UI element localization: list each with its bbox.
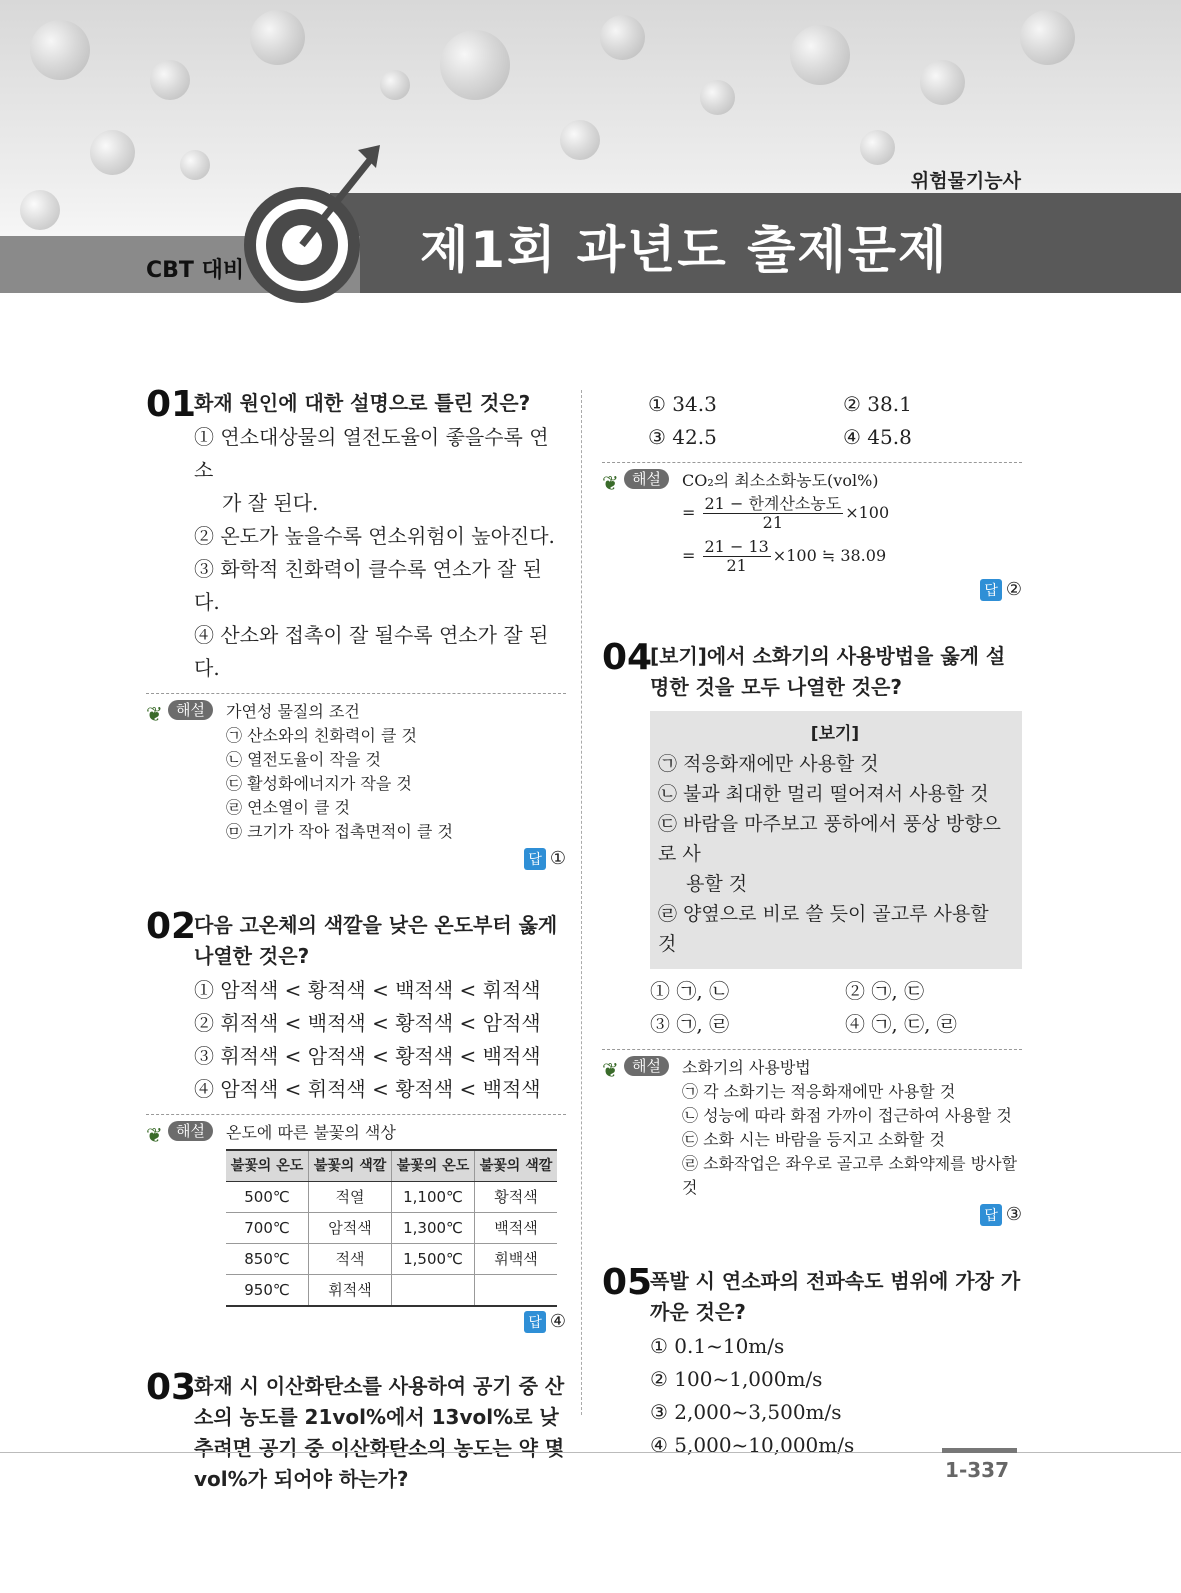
question-text: 화재 원인에 대한 설명으로 틀린 것은? <box>194 391 531 415</box>
question-text: [보기]에서 소화기의 사용방법을 옳게 설명한 것을 모두 나열한 것은? <box>650 644 1006 699</box>
leaf-icon: ❦ <box>146 702 163 726</box>
example-item: ㉢ 바람을 마주보고 풍하에서 풍상 방향으로 사 <box>658 813 1001 865</box>
options <box>650 975 1022 1041</box>
explanation-line: 소화기의 사용방법 <box>682 1058 811 1077</box>
answer: 답 ③ <box>602 1204 1022 1226</box>
explanation-line: ㉠ 각 소화기는 적응화재에만 사용할 것 <box>682 1082 956 1101</box>
explanation-line: ㉡ 성능에 따라 화점 가까이 접근하여 사용할 것 <box>682 1106 1012 1125</box>
explanation-line: ㉣ 연소열이 클 것 <box>226 798 350 817</box>
question-text: 다음 고온체의 색깔을 낮은 온도부터 옳게 나열한 것은? <box>194 913 558 968</box>
option-2: ② 38.1 <box>843 392 912 416</box>
answer: 답 ② <box>602 579 1022 601</box>
explanation-line: 가연성 물질의 조건 <box>226 702 360 721</box>
question-03 <box>146 1367 566 1495</box>
explanation-line: CO₂의 최소소화농도(vol%) <box>682 471 879 490</box>
option-3: ③ 휘적색 < 암적색 < 황적색 < 백적색 <box>194 1044 541 1068</box>
table-header: 불꽃의 온도 <box>392 1150 475 1182</box>
cbt-label: CBT 대비 <box>146 258 245 283</box>
option-1-cont: 가 잘 된다. <box>222 491 319 515</box>
explanation-badge: ❦ 해설 <box>602 467 696 493</box>
explanation-badge: ❦ 해설 <box>602 1054 696 1080</box>
formula-2: = $\frac{21 - 13}{21}$ ×100 ≒ 38.09 <box>682 537 887 575</box>
example-item: ㉠ 적응화재에만 사용할 것 <box>658 753 879 775</box>
table-header: 불꽃의 색깔 <box>309 1150 392 1182</box>
option-4: ④ 산소와 접촉이 잘 될수록 연소가 잘 된다. <box>194 623 549 680</box>
explanation <box>146 1114 566 1307</box>
question-number: 01 <box>146 384 197 425</box>
explanation <box>602 1049 1022 1200</box>
option-2: ② ㉠, ㉢ <box>845 979 925 1003</box>
explanation-line: ㉢ 활성화에너지가 작을 것 <box>226 774 412 793</box>
option-1: ① 암적색 < 황적색 < 백적색 < 휘적색 <box>194 978 541 1002</box>
flame-color-table <box>226 1149 557 1307</box>
option-1: ① 0.1~10m/s <box>650 1334 785 1358</box>
option-3: ③ 화학적 친화력이 클수록 연소가 잘 된다. <box>194 557 542 614</box>
explanation-badge: ❦ 해설 <box>146 698 240 724</box>
option-1: ① 34.3 <box>648 392 717 416</box>
explanation-line: ㉣ 소화작업은 좌우로 골고루 소화약제를 방사할 것 <box>682 1154 1018 1197</box>
right-column <box>602 388 1022 1462</box>
question-text: 폭발 시 연소파의 전파속도 범위에 가장 가까운 것은? <box>650 1269 1021 1324</box>
target-icon <box>240 140 390 325</box>
explanation-line: ㉠ 산소와의 친화력이 클 것 <box>226 726 417 745</box>
option-4: ④ 5,000~10,000m/s <box>650 1433 855 1457</box>
column-divider <box>581 390 582 1415</box>
option-2: ② 100~1,000m/s <box>650 1367 823 1391</box>
explanation-line: ㉢ 소화 시는 바람을 등지고 소화할 것 <box>682 1130 945 1149</box>
option-3: ③ ㉠, ㉣ <box>650 1012 730 1036</box>
option-2: ② 휘적색 < 백적색 < 황적색 < 암적색 <box>194 1011 541 1035</box>
question-number: 04 <box>602 637 653 678</box>
table-header: 불꽃의 온도 <box>226 1150 309 1182</box>
explanation-line: ㉤ 크기가 작아 접촉면적이 클 것 <box>226 822 453 841</box>
option-4: ④ 암적색 < 휘적색 < 황적색 < 백적색 <box>194 1077 541 1101</box>
option-4: ④ ㉠, ㉢, ㉣ <box>845 1012 957 1036</box>
leaf-icon: ❦ <box>602 1058 619 1082</box>
page-number-bar <box>942 1448 1017 1453</box>
question-02 <box>146 906 566 1333</box>
question-03-continued <box>602 388 1022 601</box>
question-number: 02 <box>146 906 197 947</box>
example-box <box>650 711 1022 969</box>
option-4: ④ 45.8 <box>843 425 912 449</box>
example-item-cont: 용할 것 <box>686 873 748 895</box>
formula-1: = $\frac{\text{21 − 한계산소농도}}{21}$ ×100 <box>682 494 890 532</box>
option-2: ② 온도가 높을수록 연소위험이 높아진다. <box>194 524 555 548</box>
table-header: 불꽃의 색깔 <box>475 1150 558 1182</box>
table-row: 850℃ 적색 1,500℃ 휘백색 <box>226 1244 557 1275</box>
leaf-icon: ❦ <box>602 471 619 495</box>
question-04 <box>602 637 1022 1226</box>
page-title: 제1회 과년도 출제문제 <box>420 221 949 279</box>
table-row: 700℃ 암적색 1,300℃ 백적색 <box>226 1213 557 1244</box>
example-item: ㉡ 불과 최대한 멀리 떨어져서 사용할 것 <box>658 783 989 805</box>
example-item: ㉣ 양옆으로 비로 쓸 듯이 골고루 사용할 것 <box>658 903 989 955</box>
option-1: ① ㉠, ㉡ <box>650 979 730 1003</box>
option-3: ③ 2,000~3,500m/s <box>650 1400 842 1424</box>
option-1: ① 연소대상물의 열전도율이 좋을수록 연소 <box>194 425 549 482</box>
question-text: 화재 시 이산화탄소를 사용하여 공기 중 산소의 농도를 21vol%에서 13vol%로 낮추려면 공기 중 이산화탄소의 농도는 약 몇 vol%가 되어야 하는가? <box>194 1374 565 1491</box>
table-row: 500℃ 적열 1,100℃ 황적색 <box>226 1182 557 1213</box>
left-column <box>146 384 566 1495</box>
explanation-line: ㉡ 열전도율이 작을 것 <box>226 750 381 769</box>
question-number: 03 <box>146 1367 197 1408</box>
question-number: 05 <box>602 1262 653 1303</box>
options <box>648 388 1022 454</box>
answer: 답 ④ <box>146 1311 566 1333</box>
explanation-title: 온도에 따른 불꽃의 색상 <box>226 1123 396 1142</box>
question-01 <box>146 384 566 870</box>
page-number: 1-337 <box>945 1458 1009 1482</box>
answer: 답 ① <box>146 848 566 870</box>
explanation <box>602 462 1022 575</box>
leaf-icon: ❦ <box>146 1123 163 1147</box>
explanation-badge: ❦ 해설 <box>146 1119 240 1145</box>
series-label: 위험물기능사 <box>910 170 1021 192</box>
explanation <box>146 693 566 844</box>
question-05 <box>602 1262 1022 1462</box>
table-row: 950℃ 휘적색 <box>226 1275 557 1307</box>
option-3: ③ 42.5 <box>648 425 717 449</box>
example-title: [보기] <box>810 724 860 744</box>
